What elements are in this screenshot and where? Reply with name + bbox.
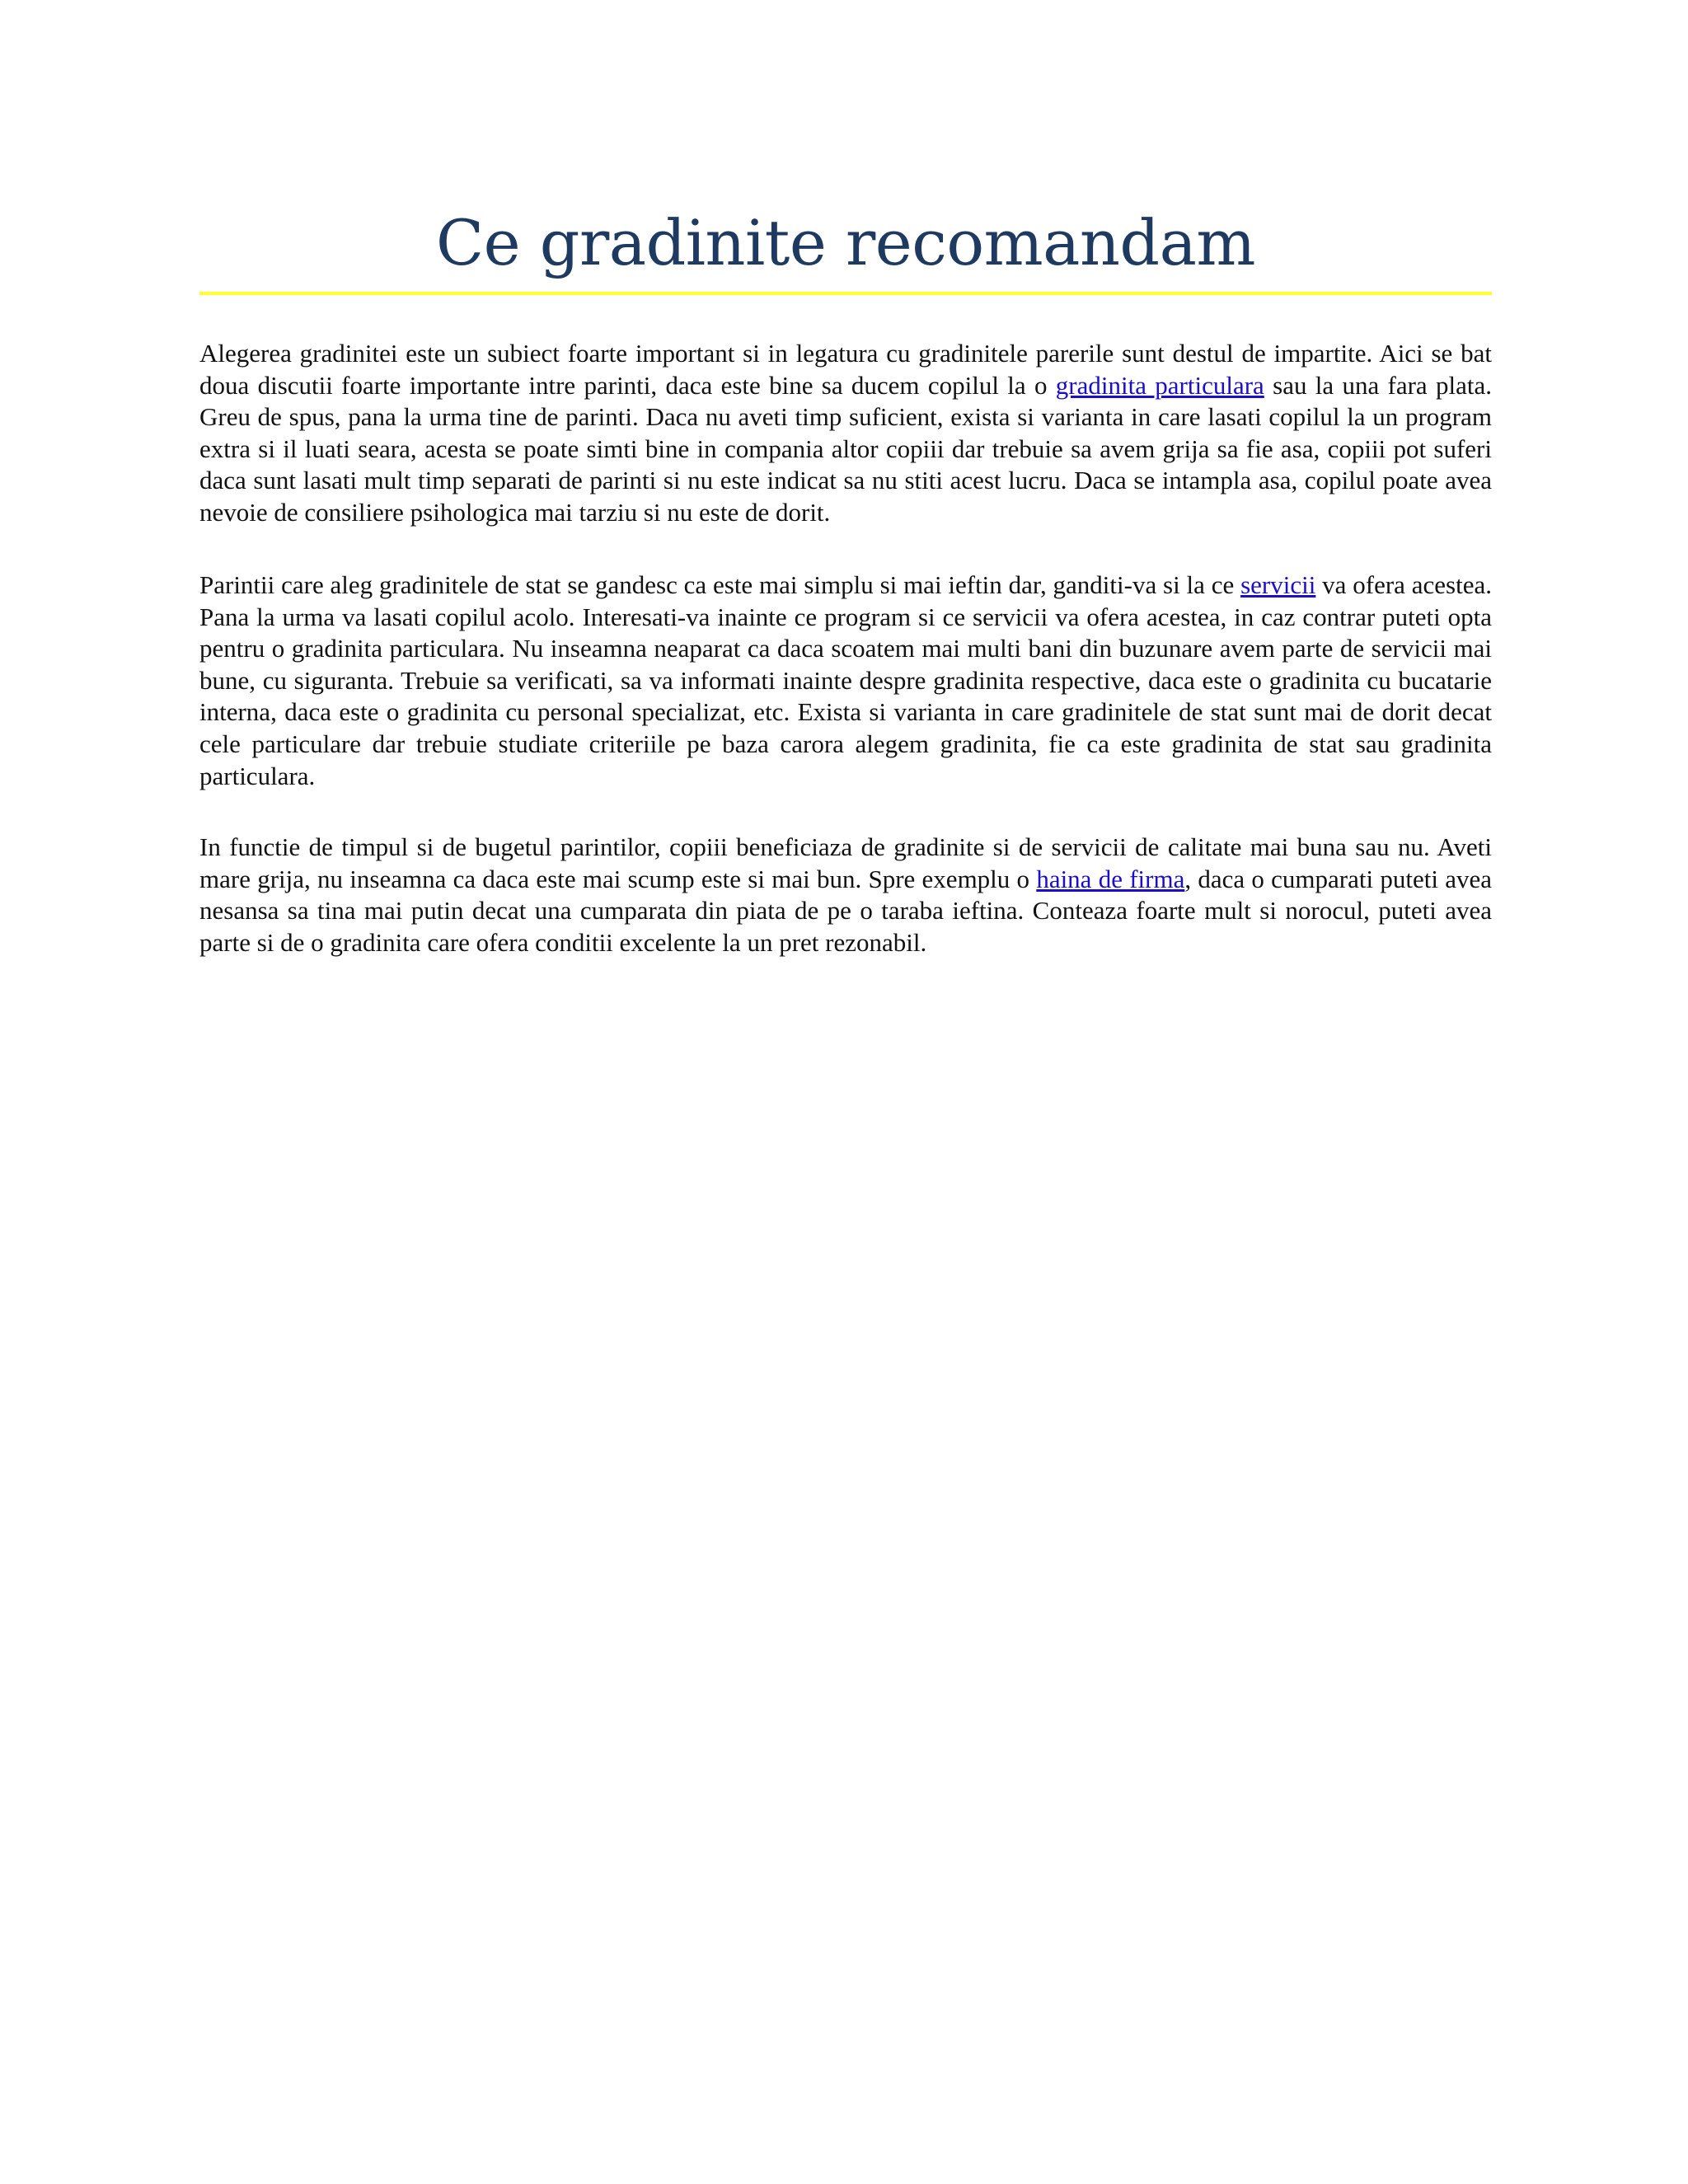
paragraph-3-text-after: , daca o cumparati puteti avea nesansa sa tina mai putin decat una cumparata din piata de pe o taraba ieftina. Conteaza foarte mult si norocul, puteti avea parte si de o gradinita care ofera conditii excelente la un pret rezonabil. <box>199 864 1492 957</box>
link-gradinita-particulara[interactable]: gradinita particulara <box>1055 370 1264 400</box>
link-servicii[interactable]: servicii <box>1240 570 1316 599</box>
paragraph-3 <box>199 832 1492 958</box>
paragraph-1 <box>199 338 1492 529</box>
paragraph-1-text-after: sau la una fara plata. Greu de spus, pana la urma tine de parinti. Daca nu aveti timp suficient, exista si varianta in care lasati copilul la un program extra si il luati seara, acesta se poate simti bine in compania altor copiii dar trebuie sa avem grija sa fie asa, copiii pot suferi daca sunt lasati mult timp separati de parinti si nu este indicat sa nu stiti acest lucru. Daca se intampla asa, copilul poate avea nevoie de consiliere psihologica mai tarziu si nu este de dorit. <box>199 370 1493 527</box>
title-underline-rule <box>199 292 1492 295</box>
link-haina-de-firma[interactable]: haina de firma <box>1036 864 1185 893</box>
paragraph-3-text-before: In functie de timpul si de bugetul parintilor, copiii beneficiaza de gradinite si de servicii de calitate mai buna sau nu. Aveti mare grija, nu inseamna ca daca este mai scump este si mai bun. Spre exemplu o <box>199 832 1492 893</box>
paragraph-1-text-before: Alegerea gradinitei este un subiect foarte important si in legatura cu gradinitele parerile sunt destul de impartite. Aici se bat doua discutii foarte importante intre parinti, daca este bine sa ducem copilul la o <box>199 339 1492 400</box>
paragraph-2-text-before: Parintii care aleg gradinitele de stat se gandesc ca este mai simplu si mai ieftin dar, ganditi-va si la ce <box>199 570 1241 599</box>
paragraph-2 <box>199 569 1492 792</box>
page-title: Ce gradinite recomandam <box>436 206 1255 279</box>
paragraph-2-text-after: va ofera acestea. Pana la urma va lasati copilul acolo. Interesati-va inainte ce program si ce servicii va ofera acestea, in caz contrar puteti opta pentru o gradinita particulara. Nu inseamna neaparat ca daca scoatem mai multi bani din buzunare avem parte de servicii mai bune, cu siguranta. Trebuie sa verificati, sa va informati inainte despre gradinita respective, daca este o gradinita cu bucatarie interna, daca este o gradinita cu personal specializat, etc. Exista si varianta in care gradinitele de stat sunt mai de dorit decat cele particulare dar trebuie studiate criteriile pe baza carora alegem gradinita, fie ca este gradinita de stat sau gradinita particulara. <box>199 570 1492 790</box>
